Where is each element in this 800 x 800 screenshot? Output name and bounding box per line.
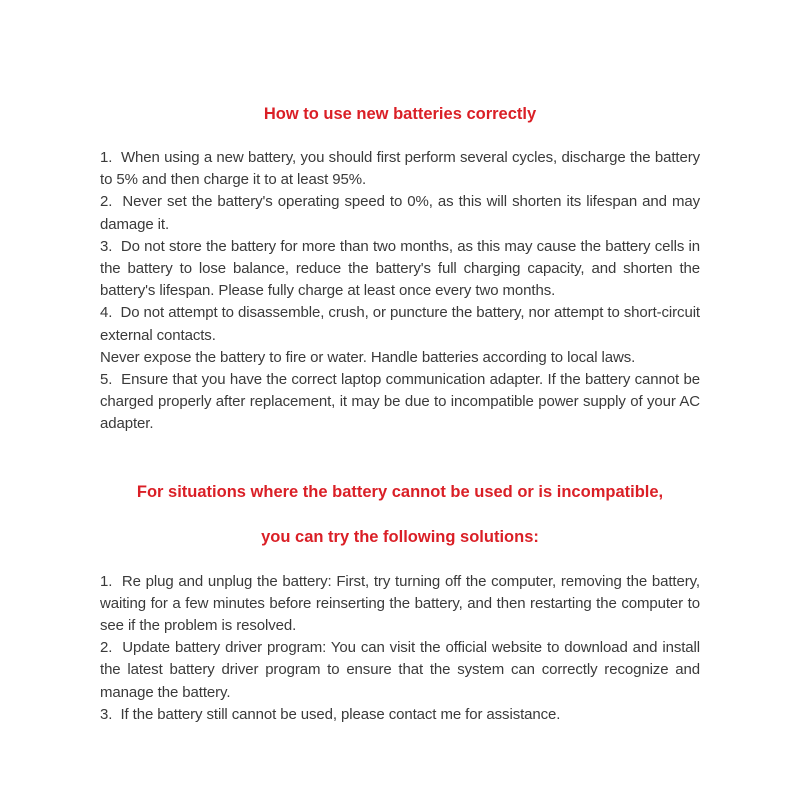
section1-title: How to use new batteries correctly: [263, 105, 537, 123]
section1-item-3: 3. Do not store the battery for more than two months, as this may cause the battery cells in the battery to lose balance, reduce the battery's full charging capacity, and shorten the battery's lifespan. Please fully charge at least once every two months.: [100, 237, 700, 300]
section2-item-1: 1. Re plug and unplug the battery: First, try turning off the computer, removing the battery, waiting for a few minutes before reinserting the battery, and then restarting the computer to see if the problem is resolved.: [100, 572, 700, 635]
document-body: [100, 104, 700, 726]
section2-item-3: 3. If the battery still cannot be used, please contact me for assistance.: [100, 705, 561, 723]
section2-item-2: 2. Update battery driver program: You can visit the official website to download and install the latest battery driver program to ensure that the system can correctly recognize and manage the battery.: [100, 639, 700, 701]
section1-item-1: 1. When using a new battery, you should first perform several cycles, discharge the battery to 5% and then charge it to at least 95%.: [100, 149, 700, 189]
section2-title-line2: you can try the following solutions:: [261, 527, 539, 546]
section1-item-4: 4. Do not attempt to disassemble, crush, or puncture the battery, nor attempt to short-circuit external contacts.: [100, 304, 700, 344]
section2-title-line1: For situations where the battery cannot be used or is incompatible,: [136, 482, 664, 501]
section1-item-2: 2. Never set the battery's operating speed to 0%, as this will shorten its lifespan and may damage it.: [100, 193, 700, 233]
section1-paragraphs: [100, 147, 700, 436]
section2-paragraphs: [100, 571, 700, 726]
section1-item-5: Never expose the battery to fire or water. Handle batteries according to local laws.: [100, 348, 636, 366]
section1-item-6: 5. Ensure that you have the correct laptop communication adapter. If the battery cannot be charged properly after replacement, it may be due to incompatible power supply of your AC adapter.: [100, 371, 700, 433]
